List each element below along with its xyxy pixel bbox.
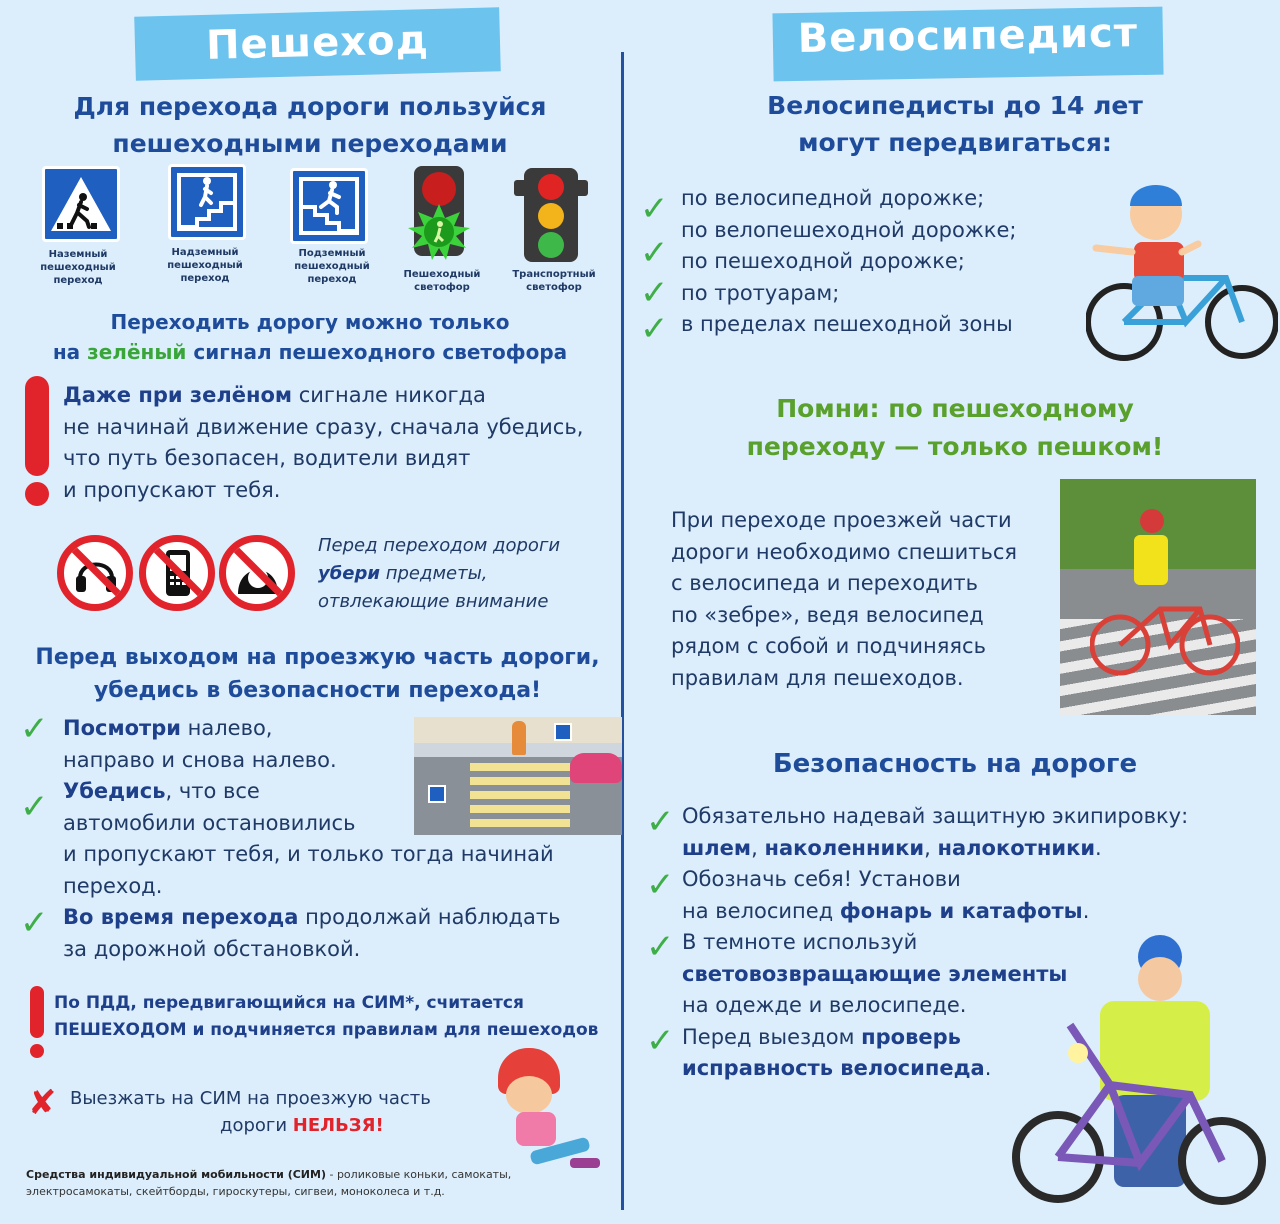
- green-signal-text: [20, 307, 600, 367]
- body: [516, 1112, 556, 1146]
- boy-walking-bicycle-photo: [1060, 479, 1256, 715]
- dismount-line: дороги необходимо спешиться: [671, 539, 1018, 564]
- step-look-rest: налево,: [180, 716, 273, 740]
- safety-dark-line1: В темноте используй: [682, 930, 918, 954]
- remember-line2: переходу — только пешком!: [746, 432, 1164, 461]
- step-ensure-bold: Убедись: [63, 779, 166, 803]
- check-icon: ✓: [20, 709, 49, 749]
- step-ensure-line4: переход.: [63, 873, 163, 898]
- place-item: по велосипедной дорожке;: [681, 186, 985, 210]
- footnote-line1: [26, 1166, 616, 1183]
- face: [506, 1076, 552, 1114]
- place-item: по пешеходной дорожке;: [681, 249, 965, 273]
- distraction-line1: Перед переходом дороги: [318, 535, 561, 556]
- safety-dark-line3: на одежде и велосипеде.: [682, 993, 967, 1017]
- dismount-line: по «зебре», ведя велосипед: [671, 602, 984, 627]
- underpass-sign-icon: [290, 168, 368, 244]
- dismount-line: правилам для пешеходов.: [671, 665, 964, 690]
- exclamation-dot: [25, 482, 49, 506]
- pedestrian-traffic-light-icon: [400, 164, 478, 264]
- distraction-line3: отвлекающие внимание: [318, 591, 549, 612]
- check-word: проверь: [861, 1024, 961, 1049]
- step-ensure: [63, 776, 608, 902]
- step-during: [63, 902, 608, 965]
- dismount-line: При переходе проезжей части: [671, 508, 1012, 532]
- exclamation-dot: [30, 1044, 44, 1058]
- sign-label-line: Надземный: [171, 247, 239, 258]
- rider-helmet: [1140, 509, 1164, 533]
- exclamation-icon: [30, 986, 44, 1038]
- period: .: [984, 1056, 992, 1080]
- green-signal-line2: [20, 337, 600, 367]
- overpass-sign-icon: [168, 164, 246, 240]
- lamp-reflectors-word: фонарь и катафоты: [839, 898, 1083, 923]
- exclamation-icon: [25, 376, 49, 476]
- step-look-bold: Посмотри: [63, 716, 181, 740]
- distraction-rest: предметы,: [380, 563, 488, 584]
- boy-with-purple-bicycle-illustration: [1010, 935, 1272, 1215]
- cyclists-heading-line1: Велосипедисты до 14 лет: [767, 91, 1143, 120]
- remember-heading: [640, 390, 1270, 466]
- check-icon: ✓: [20, 787, 49, 827]
- check-icon: ✓: [20, 903, 49, 943]
- traffic-light-visor: [514, 180, 524, 196]
- distraction-text: [318, 532, 608, 616]
- sign-label-line: переход: [307, 274, 357, 285]
- reflective-elements-word: световозвращающие элементы: [682, 961, 1068, 986]
- green-glow: [400, 204, 478, 262]
- column-divider: [621, 52, 624, 1210]
- yellow-light: [538, 203, 564, 229]
- traffic-light-icon: [514, 168, 590, 264]
- safety-check-heading: [20, 641, 615, 707]
- sign-label-line: Наземный: [48, 249, 108, 260]
- sim-forbidden-prefix: дороги: [220, 1115, 293, 1136]
- no-phone-icon: [139, 535, 215, 611]
- footnote-rest: - роликовые коньки, самокаты,: [325, 1168, 512, 1181]
- period: .: [1082, 898, 1090, 923]
- green-word: зелёный: [87, 340, 187, 364]
- check-icon: ✓: [646, 927, 675, 967]
- place-item: в пределах пешеходной зоны: [681, 312, 1013, 336]
- dismount-line: с велосипеда и переходить: [671, 571, 978, 595]
- dismount-text: [671, 505, 1051, 694]
- safety-check-heading-line1: Перед выходом на проезжую часть дороги,: [35, 645, 600, 670]
- knee-pads-word: наколенники: [764, 835, 925, 860]
- safety-check-prefix: Перед выездом: [682, 1024, 862, 1049]
- check-icon: ✓: [646, 1021, 675, 1061]
- helmet-word: шлем: [682, 835, 752, 860]
- green-warning-text: [63, 380, 603, 506]
- no-headphones-icon: [57, 535, 133, 611]
- green-warning-line4: и пропускают тебя.: [63, 477, 281, 502]
- safety-light-prefix: на велосипед: [682, 898, 840, 923]
- check-icon: ✓: [640, 273, 669, 313]
- place-item: по велопешеходной дорожке;: [681, 218, 1017, 242]
- step-look-line2: направо и снова налево.: [63, 747, 337, 772]
- step-during-line2: за дорожной обстановкой.: [63, 936, 361, 961]
- step-ensure-line1: [63, 776, 608, 808]
- period: .: [1095, 835, 1102, 860]
- boy-on-bicycle-illustration: [1086, 170, 1278, 362]
- cyclists-heading: [640, 87, 1270, 161]
- footnote-bold: Средства индивидуальной мобильности (СИМ): [26, 1168, 326, 1181]
- green-warning-line3: что путь безопасен, водители видят: [63, 446, 471, 470]
- check-icon: ✓: [646, 802, 675, 842]
- sim-rule-line1: По ПДД, передвигающийся на СИМ*, считается: [54, 993, 524, 1013]
- red-cross-icon: ✘: [28, 1083, 57, 1123]
- safety-check-heading-line2: убедись в безопасности перехода!: [93, 678, 542, 703]
- roller-skater-illustration: [490, 1046, 606, 1174]
- green-warning-line2: не начинай движение сразу, сначала убедись,: [63, 414, 584, 439]
- sign-label-line: Пешеходный: [403, 269, 481, 280]
- sign-label-line: пешеходный: [294, 261, 370, 272]
- sim-forbidden-line1: Выезжать на СИМ на проезжую часть: [70, 1088, 431, 1109]
- distraction-bold: убери: [318, 563, 381, 584]
- sim-rule-line2: ПЕШЕХОДОМ и подчиняется правилам для пешеходов: [54, 1020, 599, 1040]
- step-ensure-rest: , что все: [165, 779, 260, 803]
- step-ensure-line3: и пропускают тебя, и только тогда начинай: [63, 842, 554, 866]
- red-light: [538, 174, 564, 200]
- step-ensure-line2: автомобили остановились: [63, 810, 356, 835]
- step-look: [63, 713, 413, 776]
- pedestrian-banner: Пешеход: [134, 7, 501, 81]
- remember-line1: Помни: по пешеходному: [776, 394, 1134, 423]
- sign-label-line: переход: [180, 273, 230, 284]
- separator: ,: [924, 835, 938, 860]
- check-icon: ✓: [640, 233, 669, 273]
- child-figure: [512, 721, 526, 755]
- sign-label-line: пешеходный: [40, 262, 116, 273]
- cyclists-heading-line2: могут передвигаться:: [798, 128, 1112, 157]
- separator: ,: [751, 835, 765, 860]
- forbidden-word: НЕЛЬЗЯ!: [292, 1115, 384, 1136]
- sign-label-line: пешеходный: [167, 260, 243, 271]
- green-warning-rest: сигнале никогда: [292, 383, 486, 407]
- green-signal-line1: Переходить дорогу можно только: [110, 310, 510, 334]
- sign-label-line: Подземный: [298, 248, 366, 259]
- green-warning-line1: [63, 380, 603, 412]
- step-look-line1: [63, 713, 413, 745]
- red-light: [422, 172, 456, 206]
- green-signal-prefix: на: [52, 340, 88, 364]
- dismount-line: рядом с собой и подчиняясь: [671, 634, 986, 658]
- step-during-line1: [63, 902, 608, 934]
- step-during-rest: продолжай наблюдать: [298, 905, 561, 929]
- crosswalk-heading-line2: пешеходными переходами: [112, 129, 508, 158]
- green-light: [538, 232, 564, 258]
- sign-label-line: переход: [53, 275, 103, 286]
- footnote-line2: электросамокаты, скейтборды, гироскутеры, сигвеи, моноколеса и т.д.: [26, 1185, 445, 1198]
- check-icon: ✓: [646, 865, 675, 905]
- road-safety-heading: Безопасность на дороге: [772, 749, 1138, 779]
- no-hood-icon: [219, 535, 295, 611]
- check-icon: ✓: [640, 189, 669, 229]
- sign-label-pedestrian-light: [392, 268, 492, 294]
- sign-label-crosswalk: [28, 248, 128, 287]
- safety-light-line2: [682, 896, 1242, 928]
- step-during-bold: Во время перехода: [63, 905, 299, 929]
- sign-label-line: светофор: [526, 282, 582, 293]
- sign-label-line: Транспортный: [512, 269, 596, 280]
- safety-light-line1: Обозначь себя! Установи: [682, 867, 961, 891]
- place-item: по тротуарам;: [681, 281, 840, 305]
- bicycle-condition-word: исправность велосипеда: [682, 1056, 985, 1080]
- sign-label-line: светофор: [414, 282, 470, 293]
- cyclist-banner: Велосипедист: [772, 7, 1163, 82]
- crosswalk-heading: [20, 88, 600, 162]
- crosswalk-sign-icon: [42, 166, 120, 242]
- sim-forbidden-text: [70, 1085, 450, 1139]
- crosswalk-sign-small: [554, 723, 572, 741]
- safety-gear-line1: Обязательно надевай защитную экипировку:: [682, 804, 1189, 828]
- green-signal-suffix: сигнал пешеходного светофора: [186, 340, 568, 364]
- sign-label-traffic-light: [502, 268, 606, 294]
- elbow-pads-word: налокотники: [937, 835, 1096, 860]
- traffic-light-visor: [578, 180, 588, 196]
- sign-label-overpass: [155, 246, 255, 285]
- footnote: [26, 1166, 616, 1200]
- sign-label-underpass: [282, 247, 382, 286]
- sim-rule-text: [54, 990, 619, 1044]
- safety-gear-line2: [682, 833, 1242, 865]
- sim-forbidden-line2: [70, 1112, 450, 1139]
- check-icon: ✓: [640, 309, 669, 349]
- crosswalk-heading-line1: Для перехода дороги пользуйся: [73, 92, 547, 121]
- distraction-line2: [318, 560, 608, 588]
- green-warning-bold: Даже при зелёном: [63, 383, 293, 407]
